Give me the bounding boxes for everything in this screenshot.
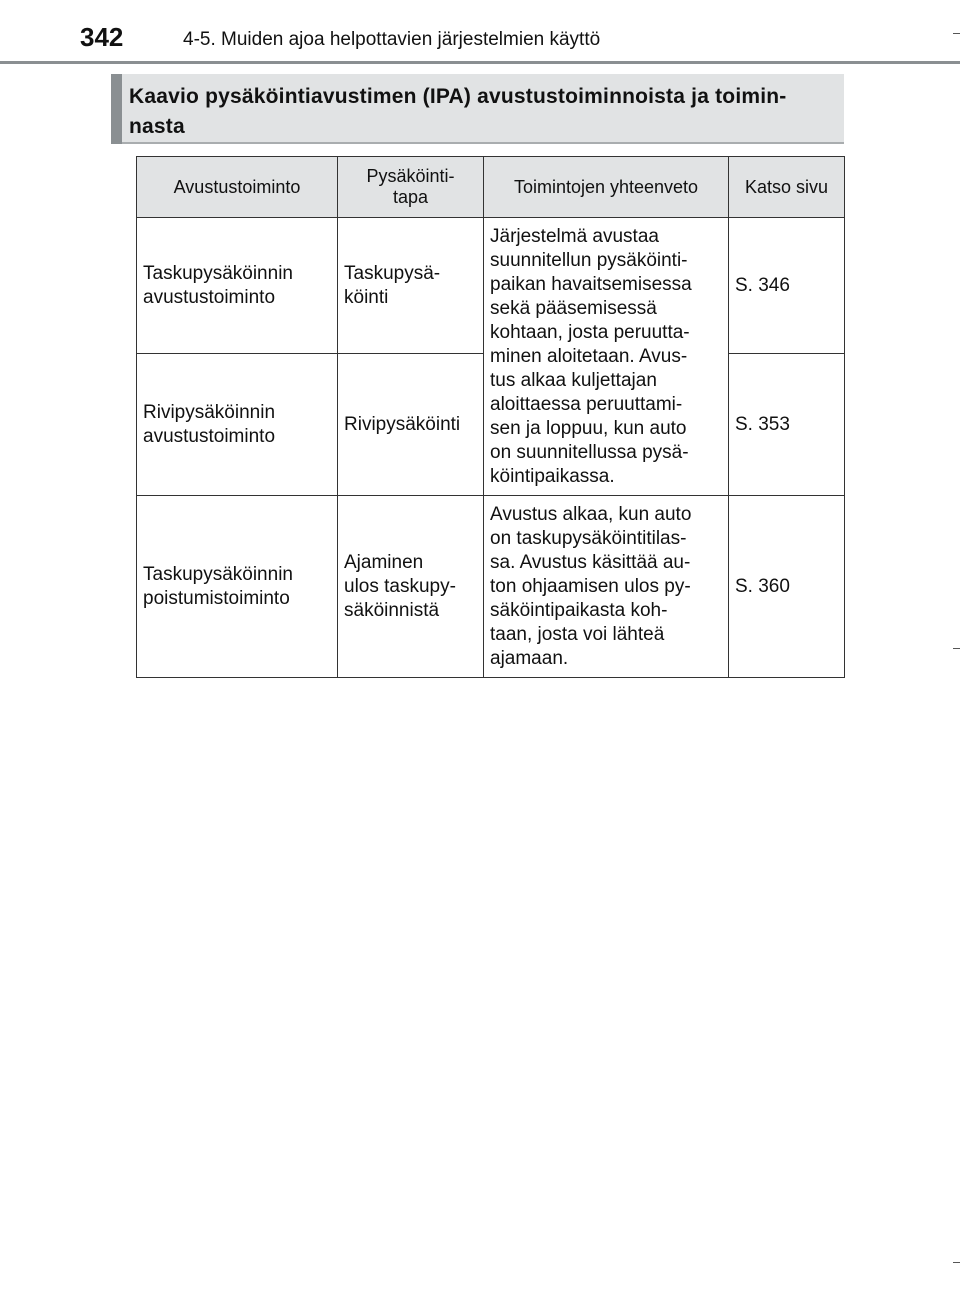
function-cell: Rivipysäköinnin avustustoiminto [137, 354, 338, 496]
summary-cell: Avustus alkaa, kun auto on taskupysäköintitilas- sa. Avustus käsittää au- ton ohjaamisen ulos py- säköintipaikasta koh- taan, josta voi lähteä ajamaan. [484, 496, 729, 678]
page-ref-cell: S. 360 [729, 496, 845, 678]
page-ref-cell: S. 346 [729, 218, 845, 354]
table-row [137, 218, 845, 354]
table-header-row [137, 157, 845, 218]
page-ref-cell: S. 353 [729, 354, 845, 496]
assist-functions-table [136, 156, 845, 678]
method-cell: Rivipysäköinti [338, 354, 484, 496]
function-cell: Taskupysäköinnin avustustoiminto [137, 218, 338, 354]
section-title [129, 82, 835, 142]
function-cell: Taskupysäköinnin poistumistoiminto [137, 496, 338, 678]
method-cell: Taskupysä- köinti [338, 218, 484, 354]
crop-mark [953, 33, 960, 34]
column-header-function: Avustustoiminto [137, 157, 338, 218]
summary-cell-shared: Järjestelmä avustaa suunnitellun pysäköinti- paikan havaitsemisessa sekä pääsemisessä kohtaan, josta peruutta- minen aloitetaan. Avus- tus alkaa kuljettajan aloittaessa peruuttami- sen ja loppuu, kun auto on suunnitellussa pysä- köintipaikassa. [484, 218, 729, 496]
column-header-page: Katso sivu [729, 157, 845, 218]
header-rule [0, 61, 960, 64]
section-heading-box [111, 74, 844, 144]
section-title-line-1: Kaavio pysäköintiavustimen (IPA) avustustoiminnoista ja toimin- [129, 85, 787, 108]
table-row [137, 496, 845, 678]
method-cell: Ajaminen ulos taskupy- säköinnistä [338, 496, 484, 678]
page-number: 342 [80, 22, 124, 52]
crop-mark [953, 648, 960, 649]
column-header-method: Pysäköinti- tapa [338, 157, 484, 218]
crop-mark [953, 1262, 960, 1263]
section-title-line-2: nasta [129, 115, 185, 138]
chapter-title: 4-5. Muiden ajoa helpottavien järjestelmien käyttö [183, 29, 601, 50]
section-heading-accent [111, 74, 122, 144]
column-header-summary: Toimintojen yhteenveto [484, 157, 729, 218]
